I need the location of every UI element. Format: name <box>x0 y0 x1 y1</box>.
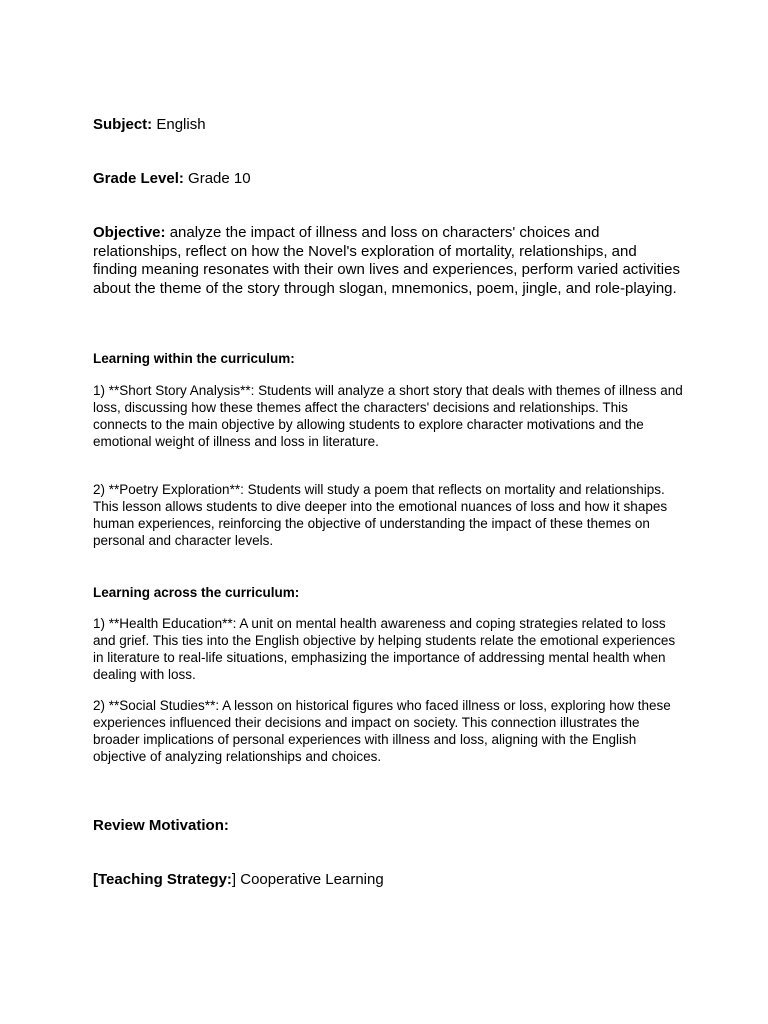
review-motivation-heading: Review Motivation: <box>93 817 229 834</box>
within-curriculum-item-2: 2) **Poetry Exploration**: Students will study a poem that reflects on mortality and relationships. This lesson allows students to dive deeper into the emotional nuances of loss and how it shapes human experiences, reinforcing the objective of understanding the impact of these themes on personal and character levels. <box>93 482 668 548</box>
within-curriculum-heading: Learning within the curriculum: <box>93 351 295 366</box>
subject-value: English <box>152 116 206 133</box>
grade-level-label: Grade Level: <box>93 170 184 187</box>
subject-label: Subject: <box>93 116 153 133</box>
across-curriculum-item-2: 2) **Social Studies**: A lesson on historical figures who faced illness or loss, exploring how these experiences influenced their decisions and impact on society. This connection illustrates the broader implications of personal experiences with illness and loss, aligning with the English objective of analyzing relationships and choices. <box>93 698 671 764</box>
objective-value: analyze the impact of illness and loss on characters' choices and relationships, reflect on how the Novel's exploration of mortality, relationships, and finding meaning resonates with their own lives and experiences, perform varied activities about the theme of the story through slogan, mnemonics, poem, jingle, and role-playing. <box>93 224 680 297</box>
teaching-strategy-value: ] Cooperative Learning <box>231 871 384 888</box>
teaching-strategy-label: [Teaching Strategy: <box>93 871 232 888</box>
subject-field <box>93 116 683 134</box>
within-curriculum-item-1: 1) **Short Story Analysis**: Students will analyze a short story that deals with themes of illness and loss, discussing how these themes affect the characters' decisions and relationships. This connects to the main objective by allowing students to explore character motivations and the emotional weight of illness and loss in literature. <box>93 383 683 449</box>
across-curriculum-item-1: 1) **Health Education**: A unit on mental health awareness and coping strategies related to loss and grief. This ties into the English objective by helping students relate the emotional experiences in literature to real-life situations, emphasizing the importance of addressing mental health when dealing with loss. <box>93 616 676 682</box>
grade-level-field <box>93 170 683 188</box>
objective-field <box>93 224 683 298</box>
grade-level-value: Grade 10 <box>183 170 251 187</box>
across-curriculum-heading: Learning across the curriculum: <box>93 585 300 600</box>
teaching-strategy-field <box>93 871 384 889</box>
objective-label: Objective: <box>93 224 166 241</box>
